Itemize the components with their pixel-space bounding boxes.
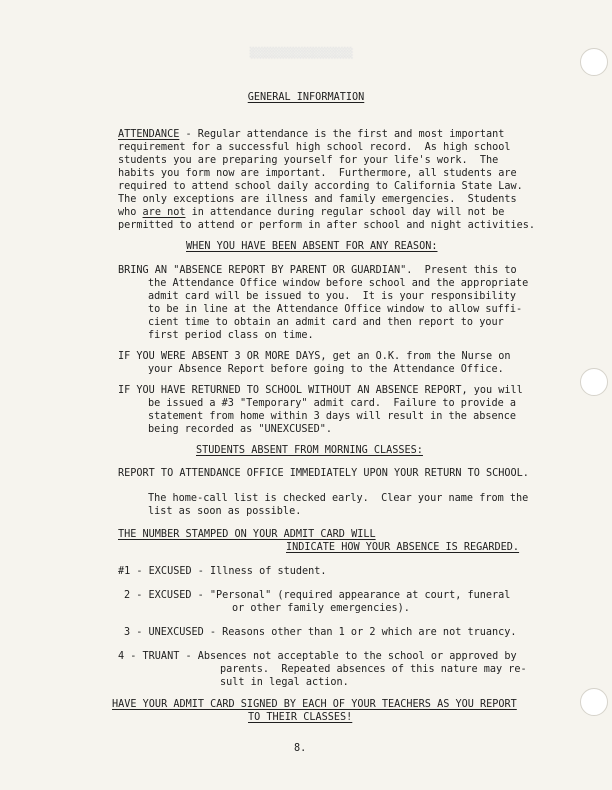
- page-heading: GENERAL INFORMATION: [247, 92, 365, 103]
- attendance-line: requirement for a successful high school record. As high school: [118, 142, 511, 153]
- returned-line: IF YOU HAVE RETURNED TO SCHOOL WITHOUT AN ABSENCE REPORT, you will: [118, 385, 523, 396]
- binder-hole-top: [580, 48, 608, 76]
- number-heading-line2: INDICATE HOW YOUR ABSENCE IS REGARDED.: [286, 542, 520, 553]
- final-instruction-line2: TO THEIR CLASSES!: [248, 712, 353, 723]
- returned-line: statement from home within 3 days will result in the absence: [148, 411, 517, 422]
- code-4-line: sult in legal action.: [220, 677, 349, 688]
- attendance-line: habits you form now are important. Furthermore, all students are: [118, 168, 517, 179]
- bring-line: the Attendance Office window before school and the appropriate: [148, 278, 529, 289]
- emphasis-are-not: are not: [142, 207, 186, 218]
- homecall-line: list as soon as possible.: [148, 506, 302, 517]
- attendance-line: The only exceptions are illness and family emergencies. Students: [118, 194, 517, 205]
- code-4: 4 - TRUANT - Absences not acceptable to the school or approved by: [118, 651, 517, 662]
- bring-line: first period class on time.: [148, 330, 314, 341]
- binder-hole-middle: [580, 368, 608, 396]
- code-2: 2 - EXCUSED - "Personal" (required appearance at court, funeral: [124, 590, 511, 601]
- three-days-line: your Absence Report before going to the Attendance Office.: [148, 364, 504, 375]
- bring-line: cient time to obtain an admit card and then report to your: [148, 317, 504, 328]
- page-number: 8.: [294, 743, 307, 754]
- homecall-line: The home-call list is checked early. Clear your name from the: [148, 493, 529, 504]
- attendance-line: students you are preparing yourself for your life's work. The: [118, 155, 499, 166]
- bleed-through-text: ░░░░░░░░░░░░░░░░░░: [250, 48, 353, 59]
- bring-line: BRING AN "ABSENCE REPORT BY PARENT OR GUARDIAN". Present this to: [118, 265, 517, 276]
- code-1: #1 - EXCUSED - Illness of student.: [118, 566, 327, 577]
- bring-line: admit card will be issued to you. It is your responsibility: [148, 291, 517, 302]
- attendance-paragraph: ATTENDANCE - Regular attendance is the first and most important: [118, 129, 505, 140]
- bring-line: to be in line at the Attendance Office window to allow suffi-: [148, 304, 523, 315]
- attendance-label: ATTENDANCE: [118, 129, 180, 140]
- attendance-line: permitted to attend or perform in after school and night activities.: [118, 220, 536, 231]
- code-3: 3 - UNEXCUSED - Reasons other than 1 or 2 which are not truancy.: [124, 627, 517, 638]
- code-4-line: parents. Repeated absences of this nature may re-: [220, 664, 527, 675]
- code-2-line: or other family emergencies).: [232, 603, 410, 614]
- returned-line: being recorded as "UNEXCUSED".: [148, 424, 333, 435]
- morning-heading: STUDENTS ABSENT FROM MORNING CLASSES:: [196, 445, 423, 456]
- returned-line: be issued a #3 "Temporary" admit card. Failure to provide a: [148, 398, 517, 409]
- three-days-line: IF YOU WERE ABSENT 3 OR MORE DAYS, get an O.K. from the Nurse on: [118, 351, 511, 362]
- final-instruction-line1: HAVE YOUR ADMIT CARD SIGNED BY EACH OF YOUR TEACHERS AS YOU REPORT: [112, 699, 517, 710]
- attendance-line: who are not in attendance during regular school day will not be: [118, 207, 505, 218]
- absent-heading: WHEN YOU HAVE BEEN ABSENT FOR ANY REASON:: [186, 241, 438, 252]
- number-heading-line1: THE NUMBER STAMPED ON YOUR ADMIT CARD WILL: [118, 529, 376, 540]
- attendance-line: required to attend school daily according to California State Law.: [118, 181, 523, 192]
- binder-hole-bottom: [580, 688, 608, 716]
- report-line: REPORT TO ATTENDANCE OFFICE IMMEDIATELY UPON YOUR RETURN TO SCHOOL.: [118, 468, 529, 479]
